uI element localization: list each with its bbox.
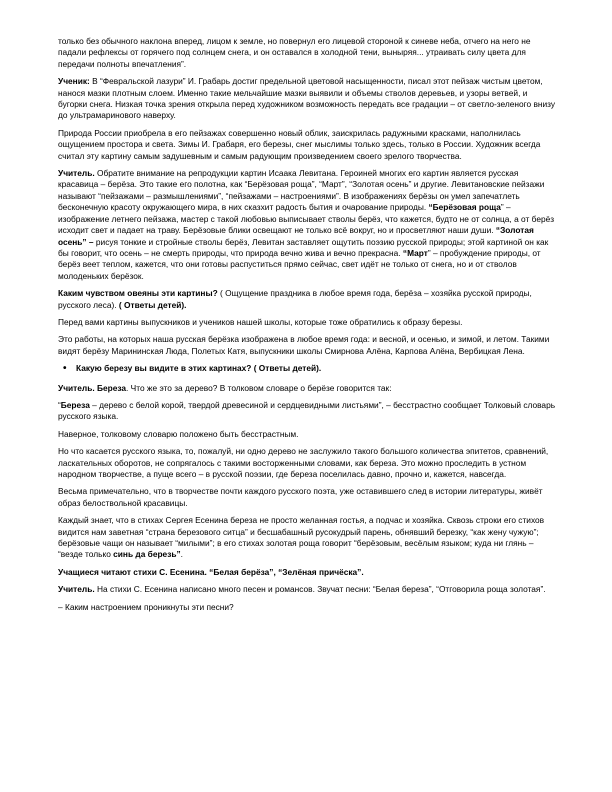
- text-segment: “Берёзовая роща: [428, 202, 501, 213]
- text-segment: Наверное, толковому словарю положено быть бесстрастным.: [58, 428, 299, 439]
- text-segment: “Золотая осень” –: [58, 225, 534, 247]
- text-segment: Но что касается русского языка, то, пожалуй, ни одно дерево не заслужило такого большого количества эпитетов, сравнений, ласкательных оборотов, не сопрягалось с такими восторженными словами, как береза. Это можно проследить в устном народном творчестве, а пуще всего – в русской поэзии, где береза поселилась давно, прочно и, кажется, навсегда.: [58, 446, 549, 479]
- text-segment: Обратите внимание на репродукции картин Исаака Левитана. Героиней многих его картин является русская красавица – берёза. Это такие его полотна, как “Берёзовая роща”, “Март”, “Золотая осень” и другие. Левитановские пейзажи называют “пейзажами – размышлениями”, “пейзажами – настроениями”. В изображениях берёзы он умел запечатлеть бесконечную красоту окружающего мира, в них сказхит радость бытия и очарование природы.: [58, 168, 545, 213]
- bullet-list: [58, 363, 558, 374]
- paragraph-p13: [58, 515, 558, 561]
- text-segment: ” – пробуждение природы, от берёз веет теплом, кажется, что они готовы распуститься прямо сейчас, свет идёт не только от снега, но и от стволов молоденьких берёзок.: [58, 247, 541, 281]
- text-segment: Учитель. Береза: [58, 382, 127, 393]
- text-segment: синь да березь”: [113, 549, 181, 560]
- paragraph-p14: [58, 567, 558, 578]
- paragraph-p15: [58, 584, 558, 595]
- paragraph-p7: [58, 334, 558, 357]
- text-segment: Природа России приобрела в его пейзажах совершенно новый облик, заискрилась радужными красками, наполнилась ощущением простора и света. Зимы И. Грабаря, его березы, снег мыслимы только здесь, только в России. Художник всегда считал эту картину самым задушевным и самым радующим произведением своего зрелого творчества.: [58, 127, 541, 161]
- text-segment: . Что же это за дерево? В толковом словаре о берёзе говорится так:: [126, 382, 392, 393]
- text-segment: Перед вами картины выпускников и учеников нашей школы, которые тоже обратились к образу березы.: [58, 316, 463, 327]
- text-segment: Это работы, на которых наша русская берёзка изображена в любое время года: и весной, и осенью, и зимой, и летом. Такими видят берёзу Марининская Люда, Полетых Катя, выпускники школы Смирнова Алёна, Карпова Алёна, Вербицкая Лена.: [58, 334, 550, 356]
- paragraph-p12: [58, 486, 558, 509]
- paragraph-p6: [58, 317, 558, 328]
- text-segment: рисуя тонкие и стройные стволы берёз, Левитан заставляет ощутить поэзию русской природы; этой картиной он как бы говорит, что осень – не смерть природы, что природа вечно жива и вечно прекрасна.: [58, 236, 549, 258]
- text-flow-bottom: [58, 383, 558, 614]
- text-segment: Учащиеся читают стихи С. Есенина. “Белая берёза”, “Зелёная причёска”.: [58, 566, 364, 577]
- bullet-question: • Какую березу вы видите в этих картинах? ( Ответы детей).: [76, 363, 558, 374]
- text-segment: ( Ощущение праздника в любое время года, берёза – хозяйка русской природы, русского леса).: [58, 288, 532, 310]
- paragraph-p11: [58, 446, 558, 480]
- document-body: [58, 36, 558, 619]
- paragraph-p10: [58, 429, 558, 440]
- paragraph-p16: [58, 602, 558, 613]
- text-segment: В “Февральской лазури” И. Грабарь достиг предельной цветовой насыщенности, писал этот пейзаж чистым цветом, нанося мазки плотным слоем. Именно такие мельчайшие мазки выявили и объемы стволов деревьев, и узоры ветвей, и бугорки снега. Низкая точка зрения открыла перед художником возможность передать все градации – от светло-зеленого внизу до ультрамаринового наверху.: [58, 76, 556, 121]
- text-segment: только без обычного наклона вперед, лицом к земле, но повернул его лицевой стороной к синеве неба, отчего на него не падали рефлексы от горячего под солнцем снега, и он оставался в холодной тени, выныряя... утраивать силу цвета для передачи полноты впечатления”.: [58, 36, 531, 69]
- text-segment: Береза: [60, 399, 90, 410]
- text-segment: “Март: [402, 247, 428, 258]
- paragraph-p1: [58, 36, 558, 70]
- text-segment: Каким чувством овеяны эти картины?: [58, 288, 218, 299]
- text-segment: Весьма примечательно, что в творчестве почти каждого русского поэта, уже оставившего след в истории литературы, живёт образ белоствольной красавицы.: [58, 486, 543, 508]
- text-segment: “: [58, 399, 61, 410]
- text-segment: – дерево с белой корой, твердой древесиной и сердцевидными листьями”, – бесстрастно сообщает Толковый словарь русского языка.: [58, 399, 556, 422]
- text-segment: Ученик:: [58, 76, 93, 87]
- text-segment: Каждый знает, что в стихах Сергея Есенина береза не просто желанная гостья, а подчас и хозяйка. Сквозь строки его стихов видится нам заветная “страна березового ситца” и бесшабашный русокудрый парень, обнявший березку, “как жену чужую”; берёзовые чащи он называет “милыми”; в его стихах золотая роща говорит “берёзовым, весёлым языком; куда ни глянь – “везде только: [58, 515, 545, 560]
- text-segment: На стихи С. Есенина написано много песен и романсов. Звучат песни: “Белая береза”, “Отговорила роща золотая”.: [94, 584, 546, 595]
- paragraph-p2: [58, 76, 558, 122]
- text-flow-top: [58, 36, 558, 357]
- text-segment: – Каким настроением проникнуты эти песни?: [58, 601, 234, 612]
- text-segment: .: [180, 549, 183, 560]
- text-segment: ” – изображение летнего пейзажа, мастер с такой любовью выписывает стволы берёз, что кажется, будто не от солнца, а от берёз исходит свет и падает на траву. Берёзовые блики освещают не только всё вокруг, но и просветляют наши души.: [58, 202, 555, 236]
- paragraph-p8: [58, 383, 558, 394]
- text-segment: ( Ответы детей).: [118, 299, 187, 310]
- paragraph-p5: [58, 288, 558, 311]
- paragraph-p4: [58, 168, 558, 282]
- paragraph-p9: [58, 400, 558, 423]
- text-segment: Учитель.: [58, 584, 95, 595]
- text-segment: Учитель.: [58, 168, 97, 179]
- paragraph-p3: [58, 128, 558, 162]
